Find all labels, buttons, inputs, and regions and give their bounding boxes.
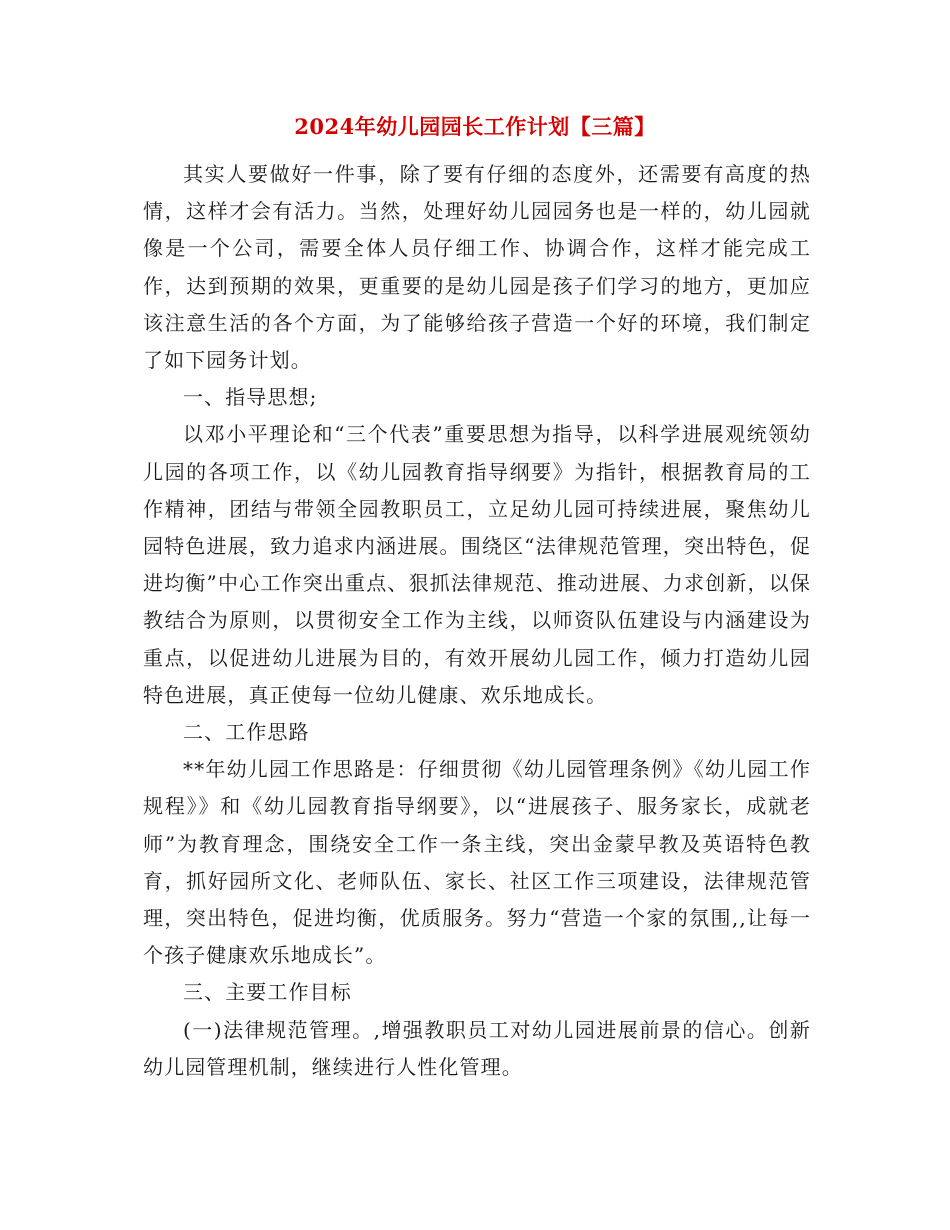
document-title: 2024年幼儿园园长工作计划【三篇】: [294, 114, 656, 139]
paragraph-main-goals-1: (一)法律规范管理。,增强教职员工对幼儿园进展前景的信心。创新幼儿园管理机制，继续进行人性化管理。: [143, 1017, 811, 1079]
section-heading-main-goals: 三、主要工作目标: [183, 980, 352, 1005]
section-heading-work-approach: 二、工作思路: [183, 720, 310, 745]
document-body: [143, 156, 811, 1086]
paragraph-guiding-ideology: 以邓小平理论和“三个代表”重要思想为指导，以科学进展观统领幼儿园的各项工作，以《幼儿园教育指导纲要》为指针，根据教育局的工作精神，团结与带领全园教职员工，立足幼儿园可持续进展，聚焦幼儿园特色进展，致力追求内涵进展。围绕区“法律规范管理，突出特色，促进均衡”中心工作突出重点、狠抓法律规范、推动进展、力求创新，以保教结合为原则，以贯彻安全工作为主线，以师资队伍建设与内涵建设为重点，以促进幼儿进展为目的，有效开展幼儿园工作，倾力打造幼儿园特色进展，真正使每一位幼儿健康、欢乐地成长。: [143, 422, 811, 707]
paragraph-work-approach: **年幼儿园工作思路是：仔细贯彻《幼儿园管理条例》《幼儿园工作规程》》和《幼儿园教育指导纲要》，以“进展孩子、服务家长，成就老师”为教育理念，围绕安全工作一条主线，突出金蒙早教及英语特色教育，抓好园所文化、老师队伍、家长、社区工作三项建设，法律规范管理，突出特色，促进均衡，优质服务。努力“营造一个家的氛围,,让每一个孩子健康欢乐地成长”。: [143, 757, 811, 968]
section-heading-guiding-ideology: 一、指导思想;: [183, 385, 318, 410]
paragraph-intro: 其实人要做好一件事，除了要有仔细的态度外，还需要有高度的热情，这样才会有活力。当然，处理好幼儿园园务也是一样的，幼儿园就像是一个公司，需要全体人员仔细工作、协调合作，这样才能完成工作，达到预期的效果，更重要的是幼儿园是孩子们学习的地方，更加应该注意生活的各个方面，为了能够给孩子营造一个好的环境，我们制定了如下园务计划。: [143, 162, 811, 373]
